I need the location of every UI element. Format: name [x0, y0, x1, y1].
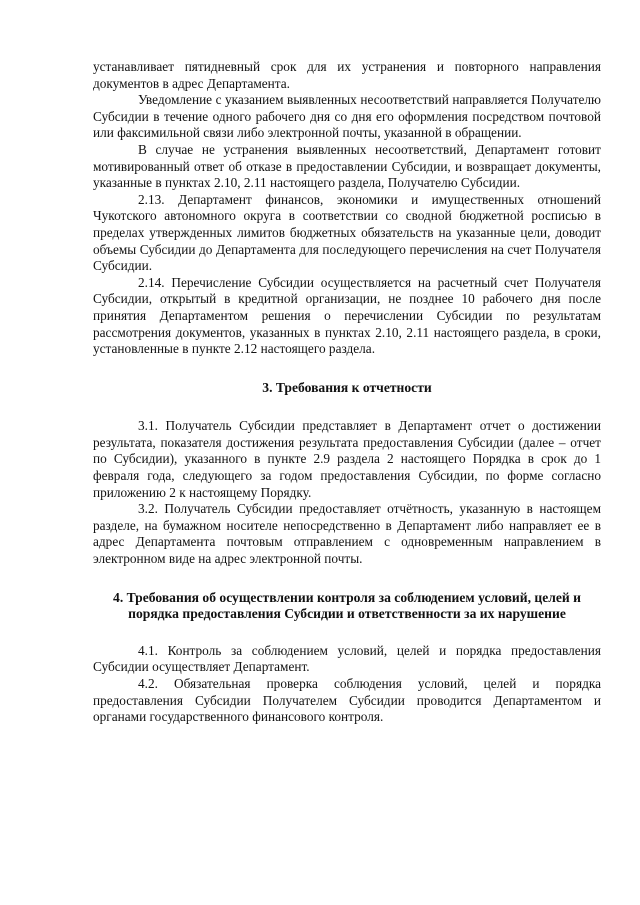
paragraph-continued: устанавливает пятидневный срок для их устранения и повторного направления документов в адрес Департамента.	[93, 59, 601, 91]
paragraph-2-13: 2.13. Департамент финансов, экономики и имущественных отношений Чукотского автономного округа в соответствии со сводной бюджетной росписью в пределах утвержденных лимитов бюджетных обязательств на указанные цели, доводит объемы Субсидии до Департамента для последующего перечисления на счет Получателя Субсидии.	[93, 191, 601, 274]
paragraph-4-1: 4.1. Контроль за соблюдением условий, целей и порядка предоставления Субсидии осуществляет Департамент.	[93, 642, 601, 675]
paragraph-not-fixed: В случае не устранения выявленных несоответствий, Департамент готовит мотивированный ответ об отказе в предоставлении Субсидии, и возвращает документы, указанные в пунктах 2.10, 2.11 настоящего раздела, Получателю Субсидии.	[93, 141, 601, 191]
section-3-heading: 3. Требования к отчетности	[262, 379, 432, 395]
paragraph-3-2: 3.2. Получатель Субсидии предоставляет отчётность, указанную в настоящем разделе, на бумажном носителе непосредственно в Департамент либо направляет ее в адрес Департамента почтовым отправлением с одновременным направлением в электронном виде на адрес электронной почты.	[93, 501, 601, 567]
paragraph-2-14: 2.14. Перечисление Субсидии осуществляется на расчетный счет Получателя Субсидии, открытый в кредитной организации, не позднее 10 рабочего дня после принятия Департаментом решения о перечислении Субсидии по результатам рассмотрения документов, указанных в пунктах 2.10, 2.11 настоящего раздела, в сроки, установленные в пункте 2.12 настоящего раздела.	[93, 274, 601, 357]
document-body	[93, 59, 601, 726]
paragraph-4-2: 4.2. Обязательная проверка соблюдения условий, целей и порядка предоставления Субсидии Получателем Субсидии проводится Департаментом и органами государственного финансового контроля.	[93, 676, 601, 725]
section-4-heading: 4. Требования об осуществлении контроля за соблюдением условий, целей и порядка предоставления Субсидии и ответственности за их нарушение	[113, 589, 581, 622]
paragraph-notification: Уведомление с указанием выявленных несоответствий направляется Получателю Субсидии в течение одного рабочего дня со дня его оформления посредством почтовой или факсимильной связи либо электронной почты, указанной в обращении.	[93, 92, 601, 141]
paragraph-3-1: 3.1. Получатель Субсидии представляет в Департамент отчет о достижении результата, показателя достижения результата предоставления Субсидии (далее – отчет по Субсидии), указанного в пункте 2.9 раздела 2 настоящего Порядка в срок до 1 февраля года, следующего за годом предоставления Субсидии, по форме согласно приложению 2 к настоящему Порядку.	[93, 418, 601, 500]
